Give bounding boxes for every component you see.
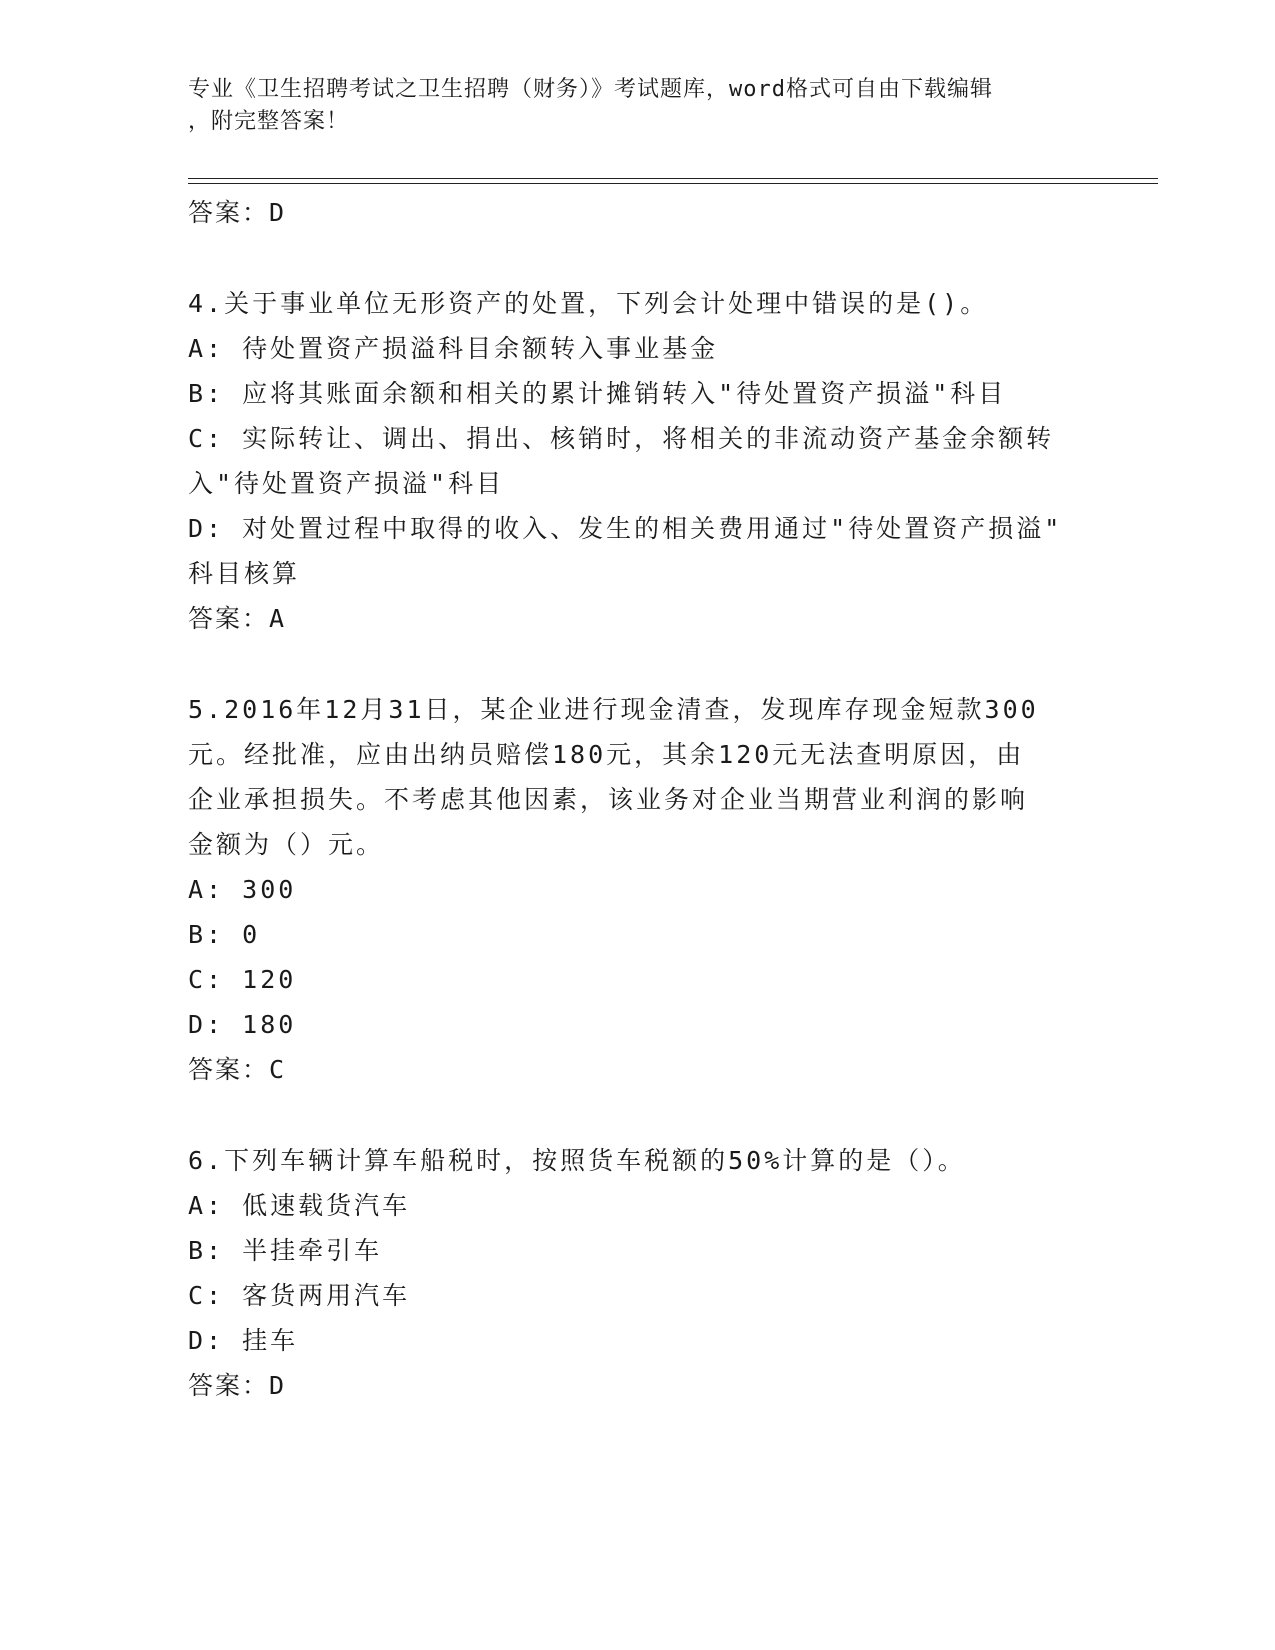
option-b: B: 半挂牵引车 [188,1236,383,1265]
option-c: C: 120 [188,965,297,994]
answer-value: D [269,1371,287,1400]
page-header [188,74,1088,138]
header-line-2: ，附完整答案！ [188,109,350,134]
header-line-1: 专业《卫生招聘考试之卫生招聘（财务）》考试题库，word格式可自由下载编辑 [188,77,993,102]
option-a: A: 待处置资产损溢科目余额转入事业基金 [188,334,719,363]
previous-answer [188,190,1088,235]
answer-label: 答案： [188,198,270,227]
question-content [188,190,1088,1408]
question-block [188,687,1088,1092]
header-rule-top [188,178,1158,179]
answer-value: D [269,198,287,227]
question-stem: 6.下列车辆计算车船税时，按照货车税额的50%计算的是（）。 [188,1146,966,1175]
answer-value: A [269,604,287,633]
option-b: B: 应将其账面余额和相关的累计摊销转入"待处置资产损溢"科目 [188,379,1007,408]
option-b: B: 0 [188,920,261,949]
option-d: D: 挂车 [188,1326,299,1355]
option-d: D: 对处置过程中取得的收入、发生的相关费用通过"待处置资产损溢" [188,514,1063,543]
option-a: A: 低速载货汽车 [188,1191,411,1220]
answer-label: 答案： [188,1371,270,1400]
option-d-continued: 科目核算 [188,559,301,588]
question-stem-line-3: 企业承担损失。不考虑其他因素，该业务对企业当期营业利润的影响 [188,785,1029,814]
question-stem-line-4: 金额为（）元。 [188,830,385,859]
option-c: C: 实际转让、调出、捐出、核销时，将相关的非流动资产基金余额转 [188,424,1055,453]
answer-label: 答案： [188,1055,270,1084]
question-block [188,281,1088,641]
question-block [188,1138,1088,1408]
option-d: D: 180 [188,1010,297,1039]
answer-line [188,1363,1088,1408]
option-c: C: 客货两用汽车 [188,1281,411,1310]
option-c-continued: 入"待处置资产损溢"科目 [188,469,505,498]
header-rule-bottom [188,183,1158,184]
answer-line [188,596,1088,641]
question-stem: 4.关于事业单位无形资产的处置，下列会计处理中错误的是()。 [188,289,989,318]
question-stem: 5.2016年12月31日，某企业进行现金清查，发现库存现金短款300 [188,695,1039,724]
option-a: A: 300 [188,875,297,904]
answer-line [188,1047,1088,1092]
question-stem-line-2: 元。经批准，应由出纳员赔偿180元，其余120元无法查明原因，由 [188,740,1025,769]
answer-value: C [269,1055,287,1084]
answer-label: 答案： [188,604,270,633]
